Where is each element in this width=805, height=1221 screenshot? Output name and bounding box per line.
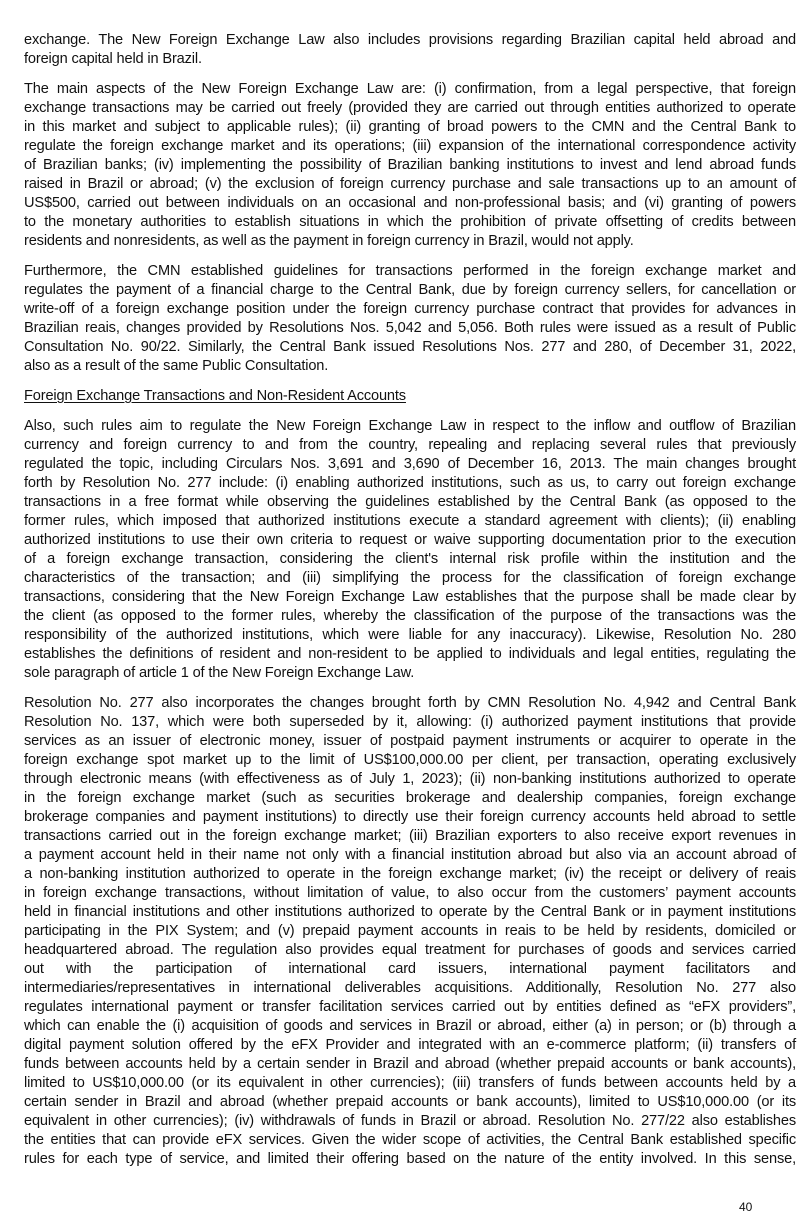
text-line: of a foreign exchange transaction, considering the client's internal risk profile within the institution and the [24, 551, 796, 567]
text-line: certain sender in Brazil and abroad (whether prepaid accounts or bank accounts), limited to US$10,000.00 (or its [24, 1094, 796, 1110]
text-line: transactions in a free format while observing the guidelines established by the Central Bank (as opposed to the [24, 494, 796, 510]
text-line: transactions, considering that the New Foreign Exchange Law establishes that the purpose shall be made clear by [24, 589, 796, 605]
text-line: responsibility of the authorized institutions, which were liable for any inaccuracy). Likewise, Resolution No. 280 [24, 627, 796, 643]
text-line: sole paragraph of article 1 of the New Foreign Exchange Law. [24, 665, 415, 681]
text-line: establishes the definitions of resident and non-resident to be applied to individuals and legal entities, regulating the [24, 646, 796, 662]
text-line: former rules, which imposed that authorized institutions execute a standard agreement with clients); (ii) enabling [24, 513, 796, 529]
text-line: US$500, carried out between individuals on an occasional and non-professional basis; and (vi) granting of powers [24, 195, 796, 211]
text-line: a non-banking institution authorized to operate in the foreign exchange market; (iv) the receipt or delivery of reais [24, 866, 796, 882]
text-line: Consultation No. 90/22. Similarly, the Central Bank issued Resolutions Nos. 277 and 280, of December 31, 2022, [24, 339, 796, 355]
text-line: foreign capital held in Brazil. [24, 51, 202, 67]
paragraph-main-aspects [24, 80, 796, 251]
text-line: write-off of a foreign exchange position under the foreign currency purchase contract that provides for advances in [24, 301, 796, 317]
text-line: Resolution No. 277 also incorporates the changes brought forth by CMN Resolution No. 4,942 and Central Bank [24, 695, 796, 711]
text-line: The main aspects of the New Foreign Exchange Law are: (i) confirmation, from a legal perspective, that foreign [24, 81, 796, 97]
text-line: in the foreign exchange market (such as securities brokerage and dealership companies, foreign exchange [24, 790, 796, 806]
text-line: currency and foreign currency to and from the country, repealing and replacing several rules that previously [24, 437, 796, 453]
paragraph-capital-provisions [24, 31, 796, 69]
text-line: regulate the foreign exchange market and its operations; (iii) expansion of the international correspondence activity [24, 138, 796, 154]
text-line: limited to US$10,000.00 (or its equivalent in other currencies); (iii) transfers of funds between accounts held by a [24, 1075, 796, 1091]
text-line: headquartered abroad. The regulation also provides equal treatment for purchases of goods and services carried [24, 942, 796, 958]
document-page [24, 31, 796, 1180]
text-line: Resolution No. 137, which were both superseded by it, allowing: (i) authorized payment institutions that provide [24, 714, 796, 730]
text-line: intermediaries/representatives in international deliverables acquisitions. Additionally, Resolution No. 277 also [24, 980, 796, 996]
text-line: characteristics of the transaction; and (iii) simplifying the process for the classification of foreign exchange [24, 570, 796, 586]
text-line: foreign exchange spot market up to the limit of US$100,000.00 per client, per transaction, operating exclusively [24, 752, 796, 768]
text-line: Also, such rules aim to regulate the New Foreign Exchange Law in respect to the inflow and outflow of Brazilian [24, 418, 796, 434]
text-line: the client (as opposed to the former rules, whereby the classification of the purpose of the transactions was the [24, 608, 796, 624]
page-number: 40 [739, 1200, 753, 1214]
text-line: of Brazilian banks; (iv) implementing the possibility of Brazilian banking institutions to invest and lend abroad funds [24, 157, 796, 173]
text-line: equivalent in other currencies); (iv) withdrawals of funds in Brazil or abroad. Resolution No. 277/22 also establishes [24, 1113, 796, 1129]
section-heading: Foreign Exchange Transactions and Non-Resident Accounts [24, 388, 406, 404]
text-line: brokerage companies and payment institutions) to directly use their foreign currency accounts held abroad to settle [24, 809, 796, 825]
text-line: services as an issuer of electronic money, issuer of postpaid payment instruments or acquirer to operate in the [24, 733, 796, 749]
text-line: exchange transactions may be carried out freely (provided they are carried out through entities authorized to operate [24, 100, 796, 116]
text-line: raised in Brazil or abroad; (v) the exclusion of foreign currency purchase and sale transactions up to an amount of [24, 176, 796, 192]
text-line: authorized institutions to use their own criteria to request or waive supporting documentation prior to the execution [24, 532, 796, 548]
text-line: digital payment solution offered by the eFX Provider and integrated with an e-commerce platform; (ii) transfers of [24, 1037, 796, 1053]
text-line: Brazilian reais, changes provided by Resolutions Nos. 5,042 and 5,056. Both rules were issued as a result of Public [24, 320, 796, 336]
text-line: funds between accounts held by a certain sender in Brazil and abroad (whether prepaid accounts or bank accounts), [24, 1056, 796, 1072]
text-line: participating in the PIX System; and (v) prepaid payment accounts in reais to be held by residents, domiciled or [24, 923, 796, 939]
text-line: Furthermore, the CMN established guidelines for transactions performed in the foreign exchange market and [24, 263, 796, 279]
text-line: through electronic means (with effectiveness as of July 1, 2023); (ii) non-banking institutions authorized to operate [24, 771, 796, 787]
text-line: to the monetary authorities to establish situations in which the prohibition of private offsetting of credits between [24, 214, 796, 230]
text-line: exchange. The New Foreign Exchange Law also includes provisions regarding Brazilian capital held abroad and [24, 32, 796, 48]
text-line: in this market and subject to applicable rules); (ii) granting of broad powers to the CMN and the Central Bank to [24, 119, 796, 135]
text-line: out with the participation of international card issuers, international payment facilitators and [24, 961, 796, 977]
text-line: the entities that can provide eFX services. Given the wider scope of activities, the Central Bank established specific [24, 1132, 796, 1148]
text-line: regulates the payment of a financial charge to the Central Bank, due by foreign currency sellers, for cancellation or [24, 282, 796, 298]
text-line: residents and nonresidents, as well as the payment in foreign currency in Brazil, would not apply. [24, 233, 634, 249]
paragraph-resolution-277 [24, 694, 796, 1169]
text-line: held in financial institutions and other institutions authorized to operate by the Central Bank or in payment institutions [24, 904, 796, 920]
text-line: in foreign exchange transactions, without limitation of value, to also occur from the customers’ payment accounts [24, 885, 796, 901]
paragraph-inflow-outflow-rules [24, 417, 796, 683]
text-line: forth by Resolution No. 277 include: (i) enabling authorized institutions, such as us, to carry out foreign exchange [24, 475, 796, 491]
text-line: regulates international payment or transfer facilitation services carried out by entities defined as “eFX providers”, [24, 999, 796, 1015]
text-line: transactions carried out in the foreign exchange market; (iii) Brazilian exporters to also receive export revenues in [24, 828, 796, 844]
text-line: also as a result of the same Public Consultation. [24, 358, 329, 374]
text-line: a payment account held in their name not only with a financial institution abroad but also via an account abroad of [24, 847, 796, 863]
text-line: rules for each type of service, and limited their offering based on the nature of the entity involved. In this sense, [24, 1151, 796, 1167]
paragraph-cmn-guidelines [24, 262, 796, 376]
text-line: which can enable the (i) acquisition of goods and services in Brazil or abroad, either (a) in person; or (b) through a [24, 1018, 796, 1034]
text-line: regulated the topic, including Circulars Nos. 3,691 and 3,690 of December 16, 2013. The main changes brought [24, 456, 796, 472]
